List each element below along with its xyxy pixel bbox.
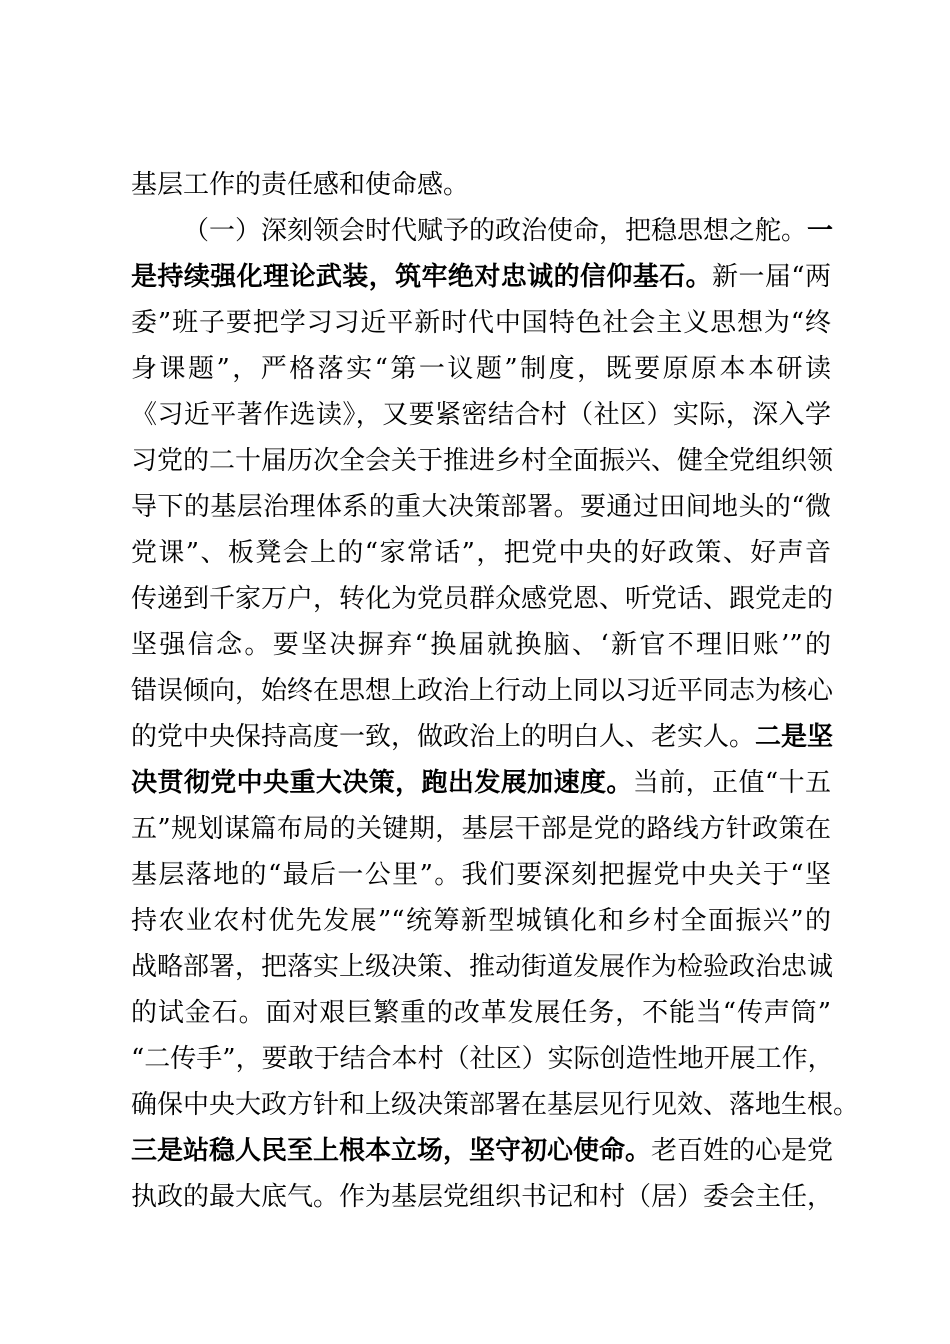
text-line <box>131 1174 834 1220</box>
text-line <box>131 944 834 990</box>
bold-text-segment: 决贯彻党中央重大决策，跑出发展加速度。 <box>131 768 633 798</box>
text-line <box>131 760 831 806</box>
text-segment: 老百姓的心是党 <box>651 1136 834 1166</box>
text-line <box>131 300 831 346</box>
text-line <box>131 162 831 208</box>
text-segment: 持农业农村优先发展”“统筹新型城镇化和乡村全面振兴”的 <box>131 906 831 936</box>
text-segment: “二传手”，要敢于结合本村（社区）实际创造性地开展工作， <box>131 1044 834 1074</box>
text-line <box>131 852 831 898</box>
text-segment: 坚强信念。要坚决摒弃“换届就换脑、‘新官不理旧账’”的 <box>131 630 831 660</box>
bold-text-segment: 二是坚 <box>755 722 834 752</box>
text-segment: 身课题”，严格落实“第一议题”制度，既要原原本本研读 <box>131 354 831 384</box>
body-text <box>131 162 860 1220</box>
text-line <box>131 254 831 300</box>
text-line <box>131 898 831 944</box>
text-line <box>131 392 831 438</box>
text-segment: 错误倾向，始终在思想上政治上行动上同以习近平同志为核心 <box>131 676 834 706</box>
text-line <box>131 208 834 254</box>
text-segment: 确保中央大政方针和上级决策部署在基层见行见效、落地生根。 <box>131 1090 860 1120</box>
text-line <box>131 714 834 760</box>
bold-text-segment: 一 <box>807 216 834 246</box>
text-segment: 基层工作的责任感和使命感。 <box>131 170 470 200</box>
text-line <box>131 1082 860 1128</box>
text-segment: 五”规划谋篇布局的关键期，基层干部是党的路线方针政策在 <box>131 814 831 844</box>
bold-text-segment: 是持续强化理论武装，筑牢绝对忠诚的信仰基石。 <box>131 262 713 292</box>
text-line <box>131 484 831 530</box>
text-line <box>131 622 831 668</box>
text-line <box>131 990 831 1036</box>
text-line <box>131 668 834 714</box>
text-segment: 导下的基层治理体系的重大决策部署。要通过田间地头的“微 <box>131 492 831 522</box>
text-segment: 习党的二十届历次全会关于推进乡村全面振兴、健全党组织领 <box>131 446 834 476</box>
text-segment: 的党中央保持高度一致，做政治上的明白人、老实人。 <box>131 722 756 752</box>
text-segment: 执政的最大底气。作为基层党组织书记和村（居）委会主任， <box>131 1182 834 1212</box>
text-segment: 党课”、板凳会上的“家常话”，把党中央的好政策、好声音 <box>131 538 831 568</box>
text-segment: 的试金石。面对艰巨繁重的改革发展任务，不能当“传声筒” <box>131 998 831 1028</box>
text-line <box>131 1036 834 1082</box>
text-segment: 基层落地的“最后一公里”。我们要深刻把握党中央关于“坚 <box>131 860 831 890</box>
text-segment: 当前，正值“十五 <box>632 768 831 798</box>
text-line <box>131 576 834 622</box>
text-segment: 传递到千家万户，转化为党员群众感党恩、听党话、跟党走的 <box>131 584 834 614</box>
text-segment: （一）深刻领会时代赋予的政治使命，把稳思想之舵。 <box>183 216 808 246</box>
text-line <box>131 438 834 484</box>
bold-text-segment: 三是站稳人民至上根本立场，坚守初心使命。 <box>131 1136 652 1166</box>
text-segment: 战略部署，把落实上级决策、推动街道发展作为检验政治忠诚 <box>131 952 834 982</box>
text-line <box>131 806 831 852</box>
text-line <box>131 1128 834 1174</box>
text-segment: 委”班子要把学习习近平新时代中国特色社会主义思想为“终 <box>131 308 831 338</box>
text-segment: 新一届“两 <box>712 262 831 292</box>
text-segment: 《习近平著作选读》，又要紧密结合村（社区）实际，深入学 <box>131 400 831 430</box>
text-line <box>131 346 831 392</box>
text-line <box>131 530 831 576</box>
